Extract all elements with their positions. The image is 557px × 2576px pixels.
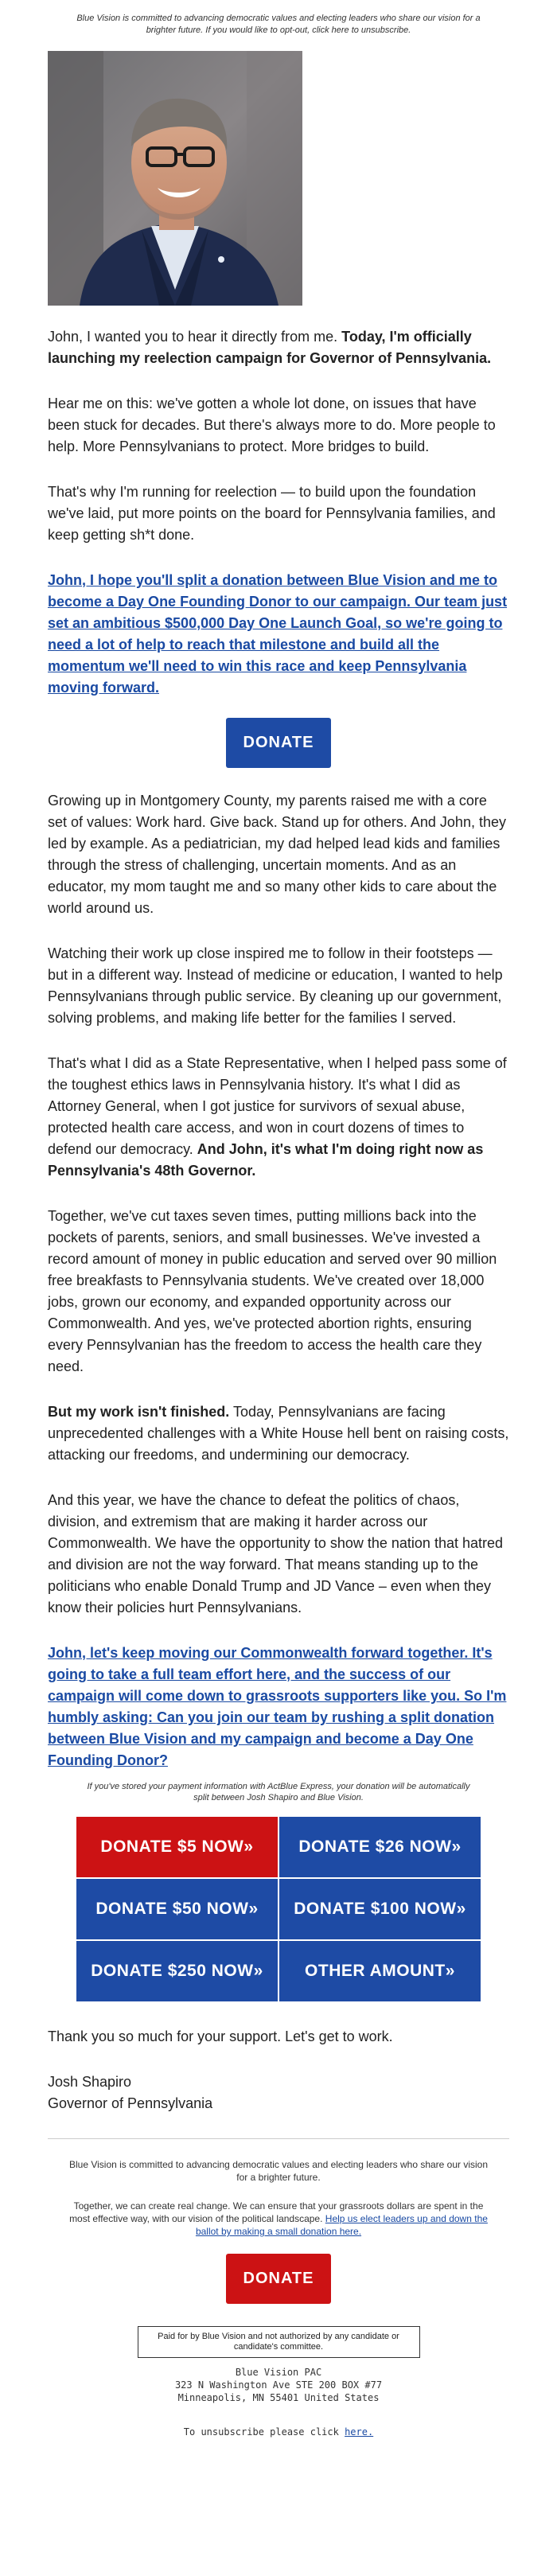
email-body [48, 0, 509, 2453]
footer-mission: Blue Vision is committed to advancing democratic values and electing leaders who share our vision for a brighter future. [68, 2159, 489, 2183]
donate-50-button[interactable]: DONATE $50 NOW» [76, 1878, 278, 1940]
hero-image-svg [48, 51, 302, 306]
footer-donate-link[interactable]: Help us elect leaders up and down the ballot by making a small donation here. [195, 2213, 488, 2237]
actblue-note: If you've stored your payment information with ActBlue Express, your donation will be automatically split between Josh Shapiro and Blue Vision. [87, 1782, 470, 1802]
footer-donate-button[interactable]: DONATE [226, 2254, 331, 2304]
footer-together [64, 2200, 493, 2238]
intro-bold-text: Today, I'm officially launching my reelection campaign for Governor of Pennsylvania. [48, 329, 492, 366]
paragraph-accomplishments: Hear me on this: we've gotten a whole lot done, on issues that have been stuck for decades. But there's always more to do. More people to help. More Pennsylvanians to protect. More bridges to build. [48, 396, 496, 454]
mailing-address [48, 2366, 509, 2404]
footer-donate-wrapper [48, 2254, 509, 2304]
donate-26-button[interactable]: DONATE $26 NOW» [278, 1816, 481, 1878]
donate-other-amount-button[interactable]: OTHER AMOUNT» [278, 1940, 481, 2002]
hero-image [48, 51, 509, 306]
unsubscribe-link[interactable]: here. [345, 2426, 374, 2438]
signature-name: Josh Shapiro [48, 2074, 132, 2090]
paragraph-upbringing: Growing up in Montgomery County, my parents raised me with a core set of values: Work hard. Give back. Stand up for others. And John, they led by example. As a pediatrician, my dad helped lead kids and families through the stress of challenging, uncertain moments. And as an educator, my mom taught me and so many other kids to care about the world around us. [48, 793, 506, 916]
donate-button[interactable]: DONATE [226, 718, 331, 768]
donate-100-button[interactable]: DONATE $100 NOW» [278, 1878, 481, 1940]
closing-text: Thank you so much for your support. Let's get to work. [48, 2028, 393, 2044]
donation-appeal-link-1[interactable]: John, I hope you'll split a donation between Blue Vision and me to become a Day One Founding Donor to our campaign. Our team just set an ambitious $500,000 Day One Launch Goal, so we're going to need a lot of help to reach that milestone and build all the momentum we'll need to win this race and keep Pennsylvania moving forward. [48, 572, 508, 696]
signature-title: Governor of Pennsylvania [48, 2095, 213, 2111]
donate-amount-grid [76, 1816, 481, 2002]
donate-250-button[interactable]: DONATE $250 NOW» [76, 1940, 278, 2002]
footer-together-text: Together, we can create real change. We can ensure that your grassroots dollars are spent in the most effective way, with our vision of the political landscape. [69, 2200, 484, 2224]
address-line: 323 N Washington Ave STE 200 BOX #77 [174, 2379, 383, 2391]
paragraph-public-service: Watching their work up close inspired me to follow in their footsteps — but in a different way. Instead of medicine or education, I wanted to help Pennsylvanians through public service. By cleaning up our government, solving problems, and making life better for the families I served. [48, 945, 503, 1026]
donation-appeal-link-2[interactable]: John, let's keep moving our Commonwealth forward together. It's going to take a full team effort here, and the success of our campaign will come down to grassroots supporters like you. So I'm humbly asking: Can you join our team by rushing a split donation between Blue Vision and my campaign and become a Day One Founding Donor? [48, 1645, 507, 1768]
address-line: Blue Vision PAC [235, 2367, 322, 2378]
career-bold-text: And John, it's what I'm doing right now as Pennsylvania's 48th Governor. [48, 1141, 484, 1179]
footer-divider [48, 2138, 509, 2139]
intro-paragraph [48, 326, 509, 369]
unsubscribe-text: To unsubscribe please click [183, 2426, 345, 2438]
signature-block [48, 2071, 509, 2114]
challenges-text: Today, Pennsylvanians are facing unprecedented challenges with a White House hell bent on raising costs, attacking our freedoms, and undermining our democracy. [48, 1404, 509, 1463]
paid-for-disclaimer: Paid for by Blue Vision and not authorized by any candidate or candidate's committee. [138, 2326, 420, 2358]
unsubscribe-line [48, 2426, 509, 2438]
donate-5-button[interactable]: DONATE $5 NOW» [76, 1816, 278, 1878]
paragraph-career [48, 1053, 509, 1182]
career-text: That's what I did as a State Representative, when I helped pass some of the toughest ethics laws in Pennsylvania history. It's what I did as Attorney General, when I got justice for survivors of sexual abuse, protected health care access, and won in court dozens of times to defend our democracy. [48, 1055, 507, 1157]
paragraph-achievements: Together, we've cut taxes seven times, putting millions back into the pockets of parents, seniors, and small businesses. We've invested a record amount of money in public education and served over 90 million free breakfasts to Pennsylvania students. We've created over 18,000 jobs, grown our economy, and expanded opportunity across our Commonwealth. And yes, we've protected abortion rights, ensuring every Pennsylvanian has the freedom to access the health care they need. [48, 1208, 497, 1374]
intro-lead-text: John, I wanted you to hear it directly from me. [48, 329, 342, 345]
challenges-bold-text: But my work isn't finished. [48, 1404, 230, 1420]
preheader-text: Blue Vision is committed to advancing democratic values and electing leaders who share our vision for a brighter future. If you would like to opt-out, click here to unsubscribe. [76, 14, 481, 35]
address-line: Minneapolis, MN 55401 United States [177, 2392, 380, 2403]
donate-button-wrapper [48, 718, 509, 768]
paragraph-challenges [48, 1401, 509, 1466]
paragraph-reelection: That's why I'm running for reelection — to build upon the foundation we've laid, put more points on the board for Pennsylvania families, and keep getting sh*t done. [48, 484, 496, 543]
paragraph-opportunity: And this year, we have the chance to defeat the politics of chaos, division, and extremism that are making it harder across our Commonwealth. We have the opportunity to show the nation that hatred and division are not the way forward. That means standing up to the politicians who enable Donald Trump and JD Vance – even when they know their policies hurt Pennsylvanians. [48, 1492, 504, 1615]
